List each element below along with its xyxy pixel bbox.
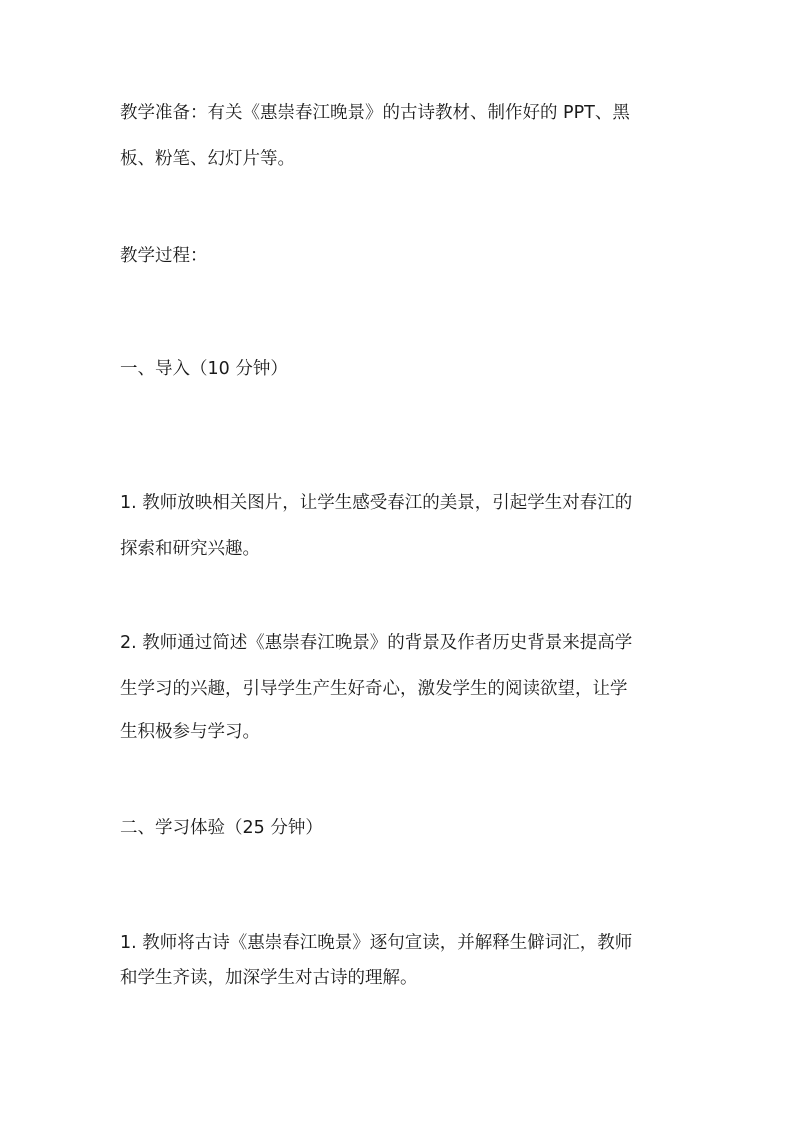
prep-line-1: 教学准备：有关《惠崇春江晚景》的古诗教材、制作好的 PPT、黑 bbox=[120, 103, 630, 123]
section-1-heading: 一、导入（10 分钟） bbox=[120, 359, 288, 379]
section-2-heading: 二、学习体验（25 分钟） bbox=[120, 818, 323, 838]
section-1-item-2-line-2: 生学习的兴趣，引导学生产生好奇心，激发学生的阅读欲望，让学 bbox=[120, 679, 628, 699]
section-1-item-1-line-1: 1. 教师放映相关图片，让学生感受春江的美景，引起学生对春江的 bbox=[120, 493, 633, 513]
section-2-item-1-line-2: 和学生齐读，加深学生对古诗的理解。 bbox=[120, 968, 418, 988]
section-1-item-2-line-1: 2. 教师通过简述《惠崇春江晚景》的背景及作者历史背景来提高学 bbox=[120, 633, 633, 653]
prep-line-2: 板、粉笔、幻灯片等。 bbox=[120, 149, 295, 169]
section-2-item-1-line-1: 1. 教师将古诗《惠崇春江晚景》逐句宣读，并解释生僻词汇，教师 bbox=[120, 933, 633, 953]
section-1-item-2-line-3: 生积极参与学习。 bbox=[120, 722, 260, 742]
section-1-item-1-line-2: 探索和研究兴趣。 bbox=[120, 539, 260, 559]
process-heading: 教学过程： bbox=[120, 246, 208, 266]
